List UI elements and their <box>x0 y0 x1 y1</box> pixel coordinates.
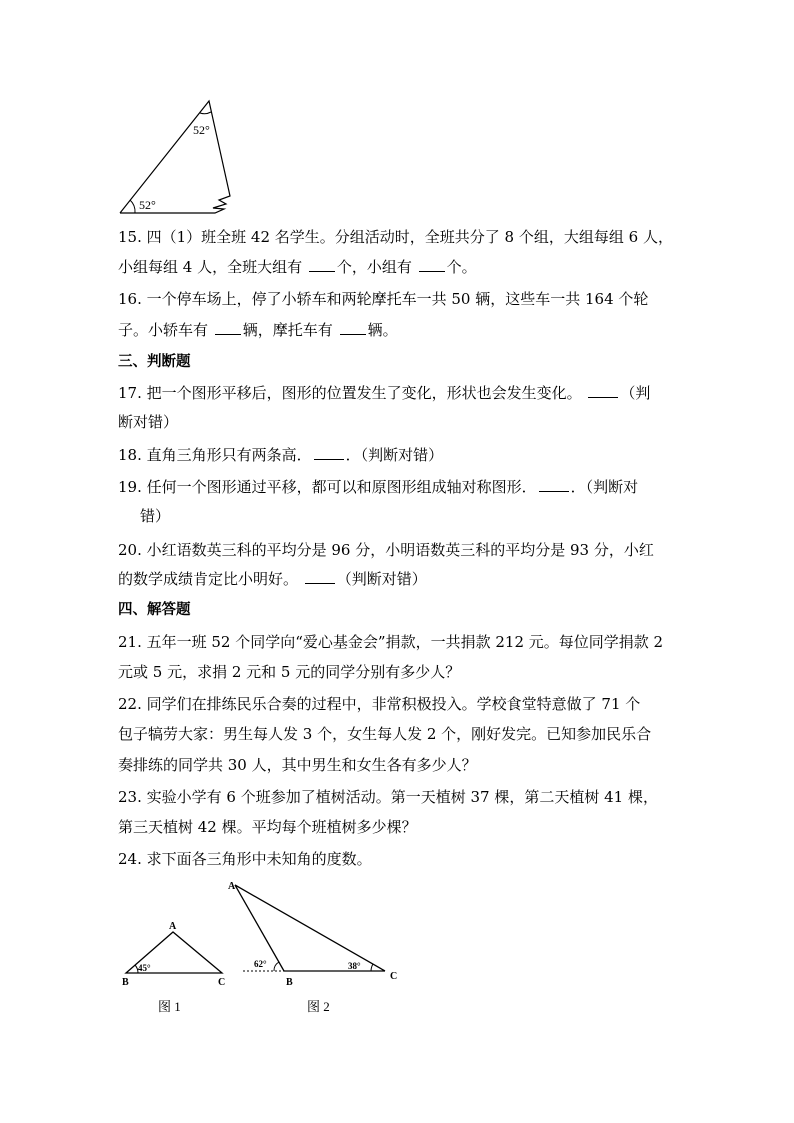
q16-blank-motorcycles[interactable] <box>340 320 366 335</box>
q16-text-a: 子。小轿车有 <box>118 321 213 339</box>
fig2-label-b: B <box>286 977 293 988</box>
triangle-figure-2 <box>225 878 415 1023</box>
triangle-figure-1 <box>118 915 238 1020</box>
q20-text-a: 的数学成绩肯定比小明好。 <box>118 570 299 588</box>
fig1-label-c: C <box>218 977 226 988</box>
q17-blank[interactable] <box>588 383 618 398</box>
q19-text-b: ．（判断对 <box>570 478 639 496</box>
angle-label-top: 52° <box>193 123 210 137</box>
q18-text-a: 18. 直角三角形只有两条高． <box>118 446 312 464</box>
q15-text-a: 小组每组 4 人，全班大组有 <box>118 258 307 276</box>
fig1-angle-b: 45° <box>138 963 151 973</box>
q20-blank[interactable] <box>305 569 335 584</box>
q21-line1: 21. 五年一班 52 个同学向“爱心基金会”捐款，一共捐款 212 元。每位同学捐款 2 <box>118 633 664 651</box>
q19-line2: 错） <box>140 507 171 525</box>
q15-blank-small-groups[interactable] <box>419 257 445 272</box>
triangle-figure-top <box>112 96 242 218</box>
q20-line2 <box>118 569 427 589</box>
fig2-label-c: C <box>390 971 398 982</box>
q24-line1: 24. 求下面各三角形中未知角的度数。 <box>118 850 372 868</box>
q19-text-a: 19. 任何一个图形通过平移，都可以和原图形组成轴对称图形． <box>118 478 537 496</box>
fig2-angle-ext: 62° <box>254 959 267 969</box>
section-3-heading: 三、判断题 <box>118 354 191 370</box>
q16-blank-cars[interactable] <box>215 320 241 335</box>
fig1-label-b: B <box>122 977 129 988</box>
q22-line3: 奏排练的同学共 30 人，其中男生和女生各有多少人？ <box>118 756 477 774</box>
q17-line1 <box>118 383 650 403</box>
fig1-caption: 图 1 <box>158 999 181 1014</box>
q17-text-a: 17. 把一个图形平移后，图形的位置发生了变化，形状也会发生变化。 <box>118 384 582 402</box>
q17-line2: 断对错） <box>118 413 179 431</box>
q18-blank[interactable] <box>314 445 344 460</box>
q15-blank-large-groups[interactable] <box>309 257 335 272</box>
q20-text-b: （判断对错） <box>336 570 427 588</box>
fig2-label-a: A <box>228 881 236 892</box>
fig2-caption: 图 2 <box>307 999 330 1014</box>
q23-line2: 第三天植树 42 棵。平均每个班植树多少棵？ <box>118 818 417 836</box>
q19-line1 <box>118 477 638 497</box>
section-4-heading: 四、解答题 <box>118 602 191 618</box>
q21-line2: 元或 5 元，求捐 2 元和 5 元的同学分别有多少人？ <box>118 663 461 681</box>
q23-line1: 23. 实验小学有 6 个班参加了植树活动。第一天植树 37 棵，第二天植树 41 棵， <box>118 788 658 806</box>
q18-text-b: ．（判断对错） <box>345 446 444 464</box>
q22-line1: 22. 同学们在排练民乐合奏的过程中，非常积极投入。学校食堂特意做了 71 个 <box>118 695 641 713</box>
q15-text-b: 个，小组有 <box>336 258 417 276</box>
q19-blank[interactable] <box>539 477 569 492</box>
fig1-label-a: A <box>169 921 177 932</box>
q20-line1: 20. 小红语数英三科的平均分是 96 分，小明语数英三科的平均分是 93 分，小红 <box>118 541 654 559</box>
fig2-angle-c: 38° <box>348 961 361 971</box>
q15-text-c: 个。 <box>446 258 477 276</box>
angle-label-bottom: 52° <box>139 198 156 212</box>
q18-line <box>118 445 443 465</box>
q15-line2 <box>118 257 477 277</box>
q17-text-b: （判 <box>620 384 651 402</box>
q16-line1: 16. 一个停车场上，停了小轿车和两轮摩托车一共 50 辆，这些车一共 164 个轮 <box>118 290 649 308</box>
q16-line2 <box>118 320 398 340</box>
q16-text-b: 辆，摩托车有 <box>242 321 338 339</box>
q15-line1: 15. 四（1）班全班 42 名学生。分组活动时，全班共分了 8 个组，大组每组 6 人， <box>118 228 673 246</box>
q22-line2: 包子犒劳大家：男生每人发 3 个，女生每人发 2 个，刚好发完。已知参加民乐合 <box>118 725 652 743</box>
q16-text-c: 辆。 <box>367 321 398 339</box>
